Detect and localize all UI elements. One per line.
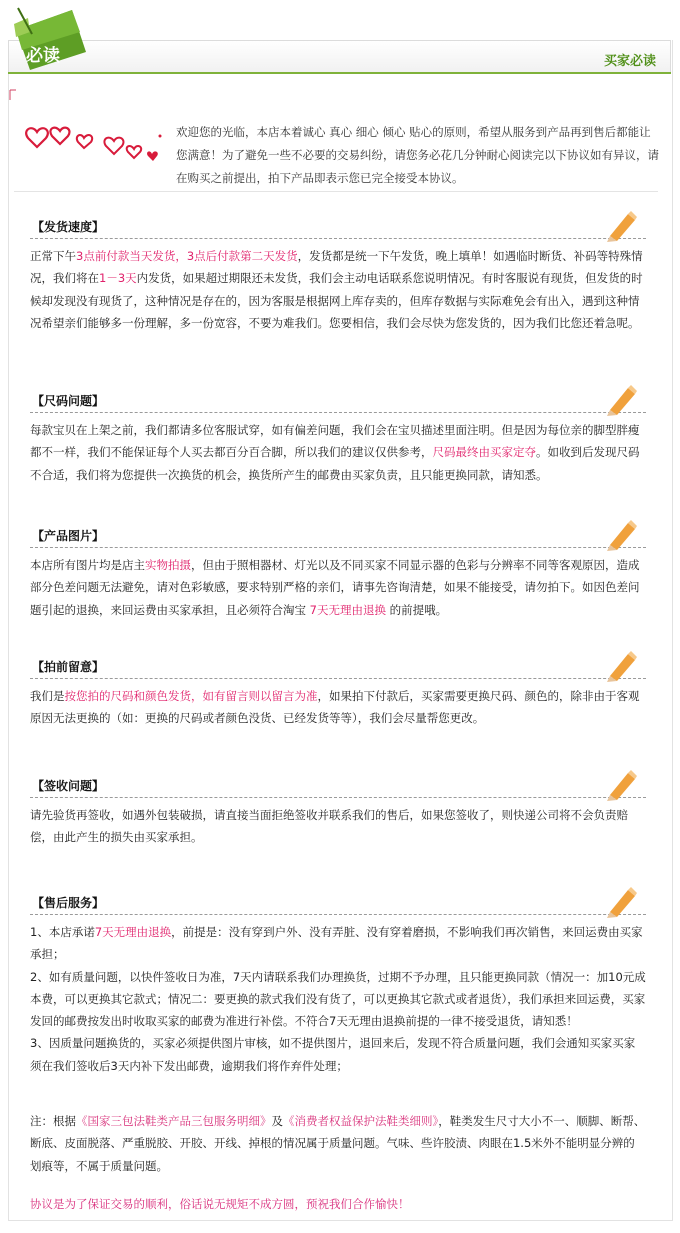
section-header [30, 775, 646, 798]
header-underline [8, 72, 671, 74]
section-title: 【发货速度】 [32, 220, 105, 234]
after-sale-item-2: 2、如有质量问题，以快件签收日为准，7天内请联系我们办理换货，过期不予办理，且只能更换同款（情况一：加10元成本费，可以更换其它款式；情况二：要更换的款式我们没有货了，可以更换其它款式或者退货），我们承担来回运费，买家发回的邮费按发出时收取买家的邮费为准进行补偿。不符合7天无理由退换前提的一律不接受退货，请知悉！ [30, 969, 646, 1029]
closing-line: 协议是为了保证交易的顺利，俗话说无规矩不成方圆，预祝我们合作愉快！ [30, 1197, 410, 1211]
section-header [30, 390, 646, 413]
section-header [30, 656, 646, 679]
section-body [30, 921, 646, 1077]
pencil-icon [604, 208, 638, 242]
pencil-icon [604, 767, 638, 801]
section-receipt [30, 775, 646, 849]
section-title: 【尺码问题】 [32, 394, 105, 408]
section-title: 【拍前留意】 [32, 660, 105, 674]
section-photos [30, 525, 646, 621]
section-body: 我们是按您拍的尺码和颜色发货，如有留言则以留言为准，如果拍下付款后，买家需要更换尺码、颜色的，除非由于客观原因无法更换的（如：更换的尺码或者颜色没货、已经发货等等），我们会尽量帮您更改。 [30, 689, 640, 726]
section-header [30, 892, 646, 915]
section-body: 本店所有图片均是店主实物拍摄，但由于照相器材、灯光以及不同买家不同显示器的色彩与分辨率不同等客观原因，造成部分色差问题无法避免，请对色彩敏感，要求特别严格的亲们，请事先咨询清楚，如果不能接受，请勿拍下。如因色差问题引起的退换，来回运费由买家承担，且必须符合淘宝 7天无理由退换 的前提哦。 [30, 558, 640, 617]
section-body: 正常下午3点前付款当天发货，3点后付款第二天发货，发货都是统一下午发货，晚上填单！如遇临时断货、补码等特殊情况，我们将在1－3天内发货，如果超过期限还未发货，我们会主动电话联系您说明情况。有时客服说有现货，但发货的时候却发现没有现货了，这种情况是存在的，因为客服是根据网上库存卖的，但库存数据与实际难免会有出入，遇到这种情况希望亲们能够多一份理解，多一份宽容，不要为难我们。您要相信，我们会尽快为您发货的，因为我们比您还着急呢。 [30, 249, 643, 330]
section-shipping [30, 216, 646, 334]
section-title: 【产品图片】 [32, 529, 105, 543]
intro-divider [14, 191, 658, 192]
section-after-sale [30, 892, 646, 1077]
section-body: 每款宝贝在上架之前，我们都请多位客服试穿，如有偏差问题，我们会在宝贝描述里面注明。但是因为每位亲的脚型胖瘦都不一样，我们不能保证每个人买去都百分百合脚，所以我们的建议仅供参考，尺码最终由买家定夺。如收到后发现尺码不合适，我们将为您提供一次换货的机会，换货所产生的邮费由买家负责，且只能更换同款，请知悉。 [30, 423, 640, 482]
section-size [30, 390, 646, 486]
after-sale-item-1: 1、本店承诺7天无理由退换，前提是：没有穿到户外、没有弄脏、没有穿着磨损，不影响我们再次销售，来回运费由买家承担； [30, 925, 643, 962]
quality-note: 注：根据《国家三包法鞋类产品三包服务明细》及《消费者权益保护法鞋类细则》，鞋类发生尺寸大小不一、顺脚、断帮、断底、皮面脱落、严重脱胶、开胶、开线、掉根的情况属于质量问题。气味、些许胶渍、肉眼在1.5米外不能明显分辨的划痕等，不属于质量问题。 [30, 1114, 646, 1173]
section-header [30, 525, 646, 548]
after-sale-item-3: 3、因质量问题换货的，买家必须提供图片审核，如不提供图片，退回来后，发现不符合质量问题，我们会通知买家买家须在我们签收后3天内补下发出邮费，逾期我们将作弃件处理； [30, 1036, 636, 1073]
section-body: 请先验货再签收，如遇外包装破损，请直接当面拒绝签收并联系我们的售后，如果您签收了，则快递公司将不会负责赔偿，由此产生的损失由买家承担。 [30, 808, 628, 845]
pencil-icon [604, 382, 638, 416]
must-read-badge: 必读 [26, 46, 60, 66]
section-header [30, 216, 646, 239]
pencil-icon [604, 648, 638, 682]
pencil-icon [604, 884, 638, 918]
page-title: 买家必读 [603, 54, 656, 69]
section-title: 【签收问题】 [32, 779, 105, 793]
pencil-icon [604, 517, 638, 551]
section-before-buying [30, 656, 646, 730]
section-title: 【售后服务】 [32, 896, 105, 910]
intro-text: 欢迎您的光临，本店本着诚心 真心 细心 倾心 贴心的原则，希望从服务到产品再到售后都能让您满意！为了避免一些不必要的交易纠纷，请您务必花几分钟耐心阅读完以下协议如有异议，请在购买之前提出，拍下产品即表示您已完全接受本协议。 [176, 125, 659, 185]
hearts-decoration-icon [8, 86, 173, 176]
header-bar [8, 40, 671, 73]
